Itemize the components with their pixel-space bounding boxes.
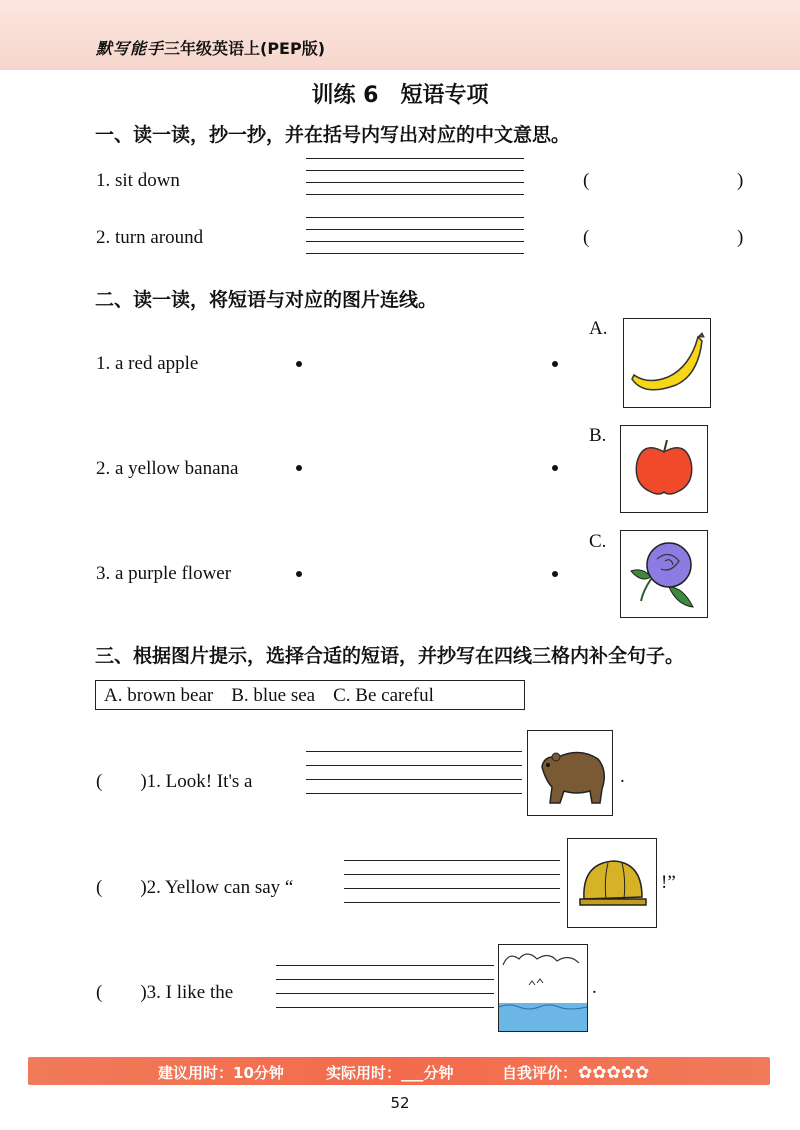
item-number: 2. bbox=[96, 227, 111, 248]
header-band bbox=[0, 0, 800, 70]
helmet-picture bbox=[567, 838, 657, 928]
self-evaluation bbox=[502, 1062, 649, 1083]
section2-heading: 二、读一读，将短语与对应的图片连线。 bbox=[95, 289, 438, 311]
answer-paren-open: ( bbox=[583, 170, 590, 191]
apple-picture bbox=[620, 425, 708, 513]
sentence-number: 3. bbox=[146, 982, 161, 1003]
actual-time: 实际用时：___分钟 bbox=[326, 1064, 454, 1082]
sentence-number: 1. bbox=[146, 771, 161, 792]
section2-item-1 bbox=[96, 353, 198, 375]
answer-paren-close: ) bbox=[737, 227, 744, 248]
sentence-number: 2. bbox=[146, 877, 161, 898]
sentence-text: I like the bbox=[165, 982, 234, 1003]
match-dot-right-2[interactable] bbox=[552, 465, 558, 471]
match-dot-left-1[interactable] bbox=[296, 361, 302, 367]
answer-paren-close: ) bbox=[737, 170, 744, 191]
item-text: turn around bbox=[115, 227, 204, 248]
page-number: 52 bbox=[390, 1094, 410, 1112]
sentence-text: Yellow can say “ bbox=[164, 877, 294, 898]
answer-paren[interactable]: ( ) bbox=[96, 771, 147, 792]
item-text: a red apple bbox=[115, 353, 199, 374]
choices-box bbox=[95, 680, 525, 710]
banana-picture bbox=[623, 318, 711, 408]
bear-icon bbox=[528, 731, 612, 815]
item-text: a purple flower bbox=[115, 563, 232, 584]
match-dot-right-3[interactable] bbox=[552, 571, 558, 577]
answer-paren[interactable]: ( ) bbox=[96, 982, 147, 1003]
page-title: 训练 6 短语专项 bbox=[311, 83, 489, 108]
item-text: a yellow banana bbox=[115, 458, 239, 479]
section1-item-1 bbox=[96, 170, 180, 192]
picture-letter-c: C. bbox=[589, 531, 607, 552]
item-number: 2. bbox=[96, 458, 111, 479]
brand-name: 默写能手 bbox=[96, 39, 165, 58]
match-dot-left-3[interactable] bbox=[296, 571, 302, 577]
match-dot-right-1[interactable] bbox=[552, 361, 558, 367]
item-number: 3. bbox=[96, 563, 111, 584]
item-text: sit down bbox=[115, 170, 180, 191]
bear-picture bbox=[527, 730, 613, 816]
writing-lines-2[interactable] bbox=[306, 217, 524, 253]
picture-letter-b: B. bbox=[589, 425, 607, 446]
writing-lines-1[interactable] bbox=[306, 158, 524, 194]
item-number: 1. bbox=[96, 353, 111, 374]
section1-heading: 一、读一读，抄一抄，并在括号内写出对应的中文意思。 bbox=[95, 124, 571, 146]
choice-c: C. Be careful bbox=[333, 685, 434, 706]
apple-icon bbox=[621, 426, 707, 512]
sentence-text: Look! It's a bbox=[165, 771, 253, 792]
writing-lines-s2[interactable] bbox=[344, 860, 560, 902]
banana-icon bbox=[624, 319, 710, 407]
answer-paren[interactable]: ( ) bbox=[96, 877, 147, 898]
flower-icon bbox=[621, 531, 707, 617]
sea-icon bbox=[499, 945, 587, 1031]
section3-heading: 三、根据图片提示，选择合适的短语，并抄写在四线三格内补全句子。 bbox=[95, 645, 685, 667]
answer-paren-open: ( bbox=[583, 227, 590, 248]
choice-a: A. brown bear bbox=[104, 685, 214, 706]
sentence-3-end: . bbox=[592, 977, 597, 998]
sentence-1-end: . bbox=[620, 766, 625, 787]
suggested-time: 建议用时：10分钟 bbox=[158, 1064, 284, 1082]
rating-flowers-icon[interactable]: ✿✿✿✿✿ bbox=[578, 1063, 650, 1083]
section2-item-3 bbox=[96, 563, 231, 585]
helmet-icon bbox=[568, 839, 656, 927]
section2-item-2 bbox=[96, 458, 238, 480]
section1-item-2 bbox=[96, 227, 203, 249]
writing-lines-s3[interactable] bbox=[276, 965, 494, 1007]
book-series-title bbox=[96, 36, 325, 59]
self-evaluation-label: 自我评价： bbox=[502, 1064, 578, 1082]
match-dot-left-2[interactable] bbox=[296, 465, 302, 471]
sea-picture bbox=[498, 944, 588, 1032]
sentence-1 bbox=[96, 766, 252, 793]
footer-band bbox=[28, 1057, 770, 1085]
book-series: 三年级英语上(PEP版) bbox=[164, 39, 326, 58]
writing-lines-s1[interactable] bbox=[306, 751, 522, 793]
sentence-2 bbox=[96, 872, 293, 899]
flower-picture bbox=[620, 530, 708, 618]
picture-letter-a: A. bbox=[589, 318, 608, 339]
item-number: 1. bbox=[96, 170, 111, 191]
choice-b: B. blue sea bbox=[231, 685, 316, 706]
sentence-2-end: !” bbox=[661, 872, 676, 893]
sentence-3 bbox=[96, 977, 233, 1004]
